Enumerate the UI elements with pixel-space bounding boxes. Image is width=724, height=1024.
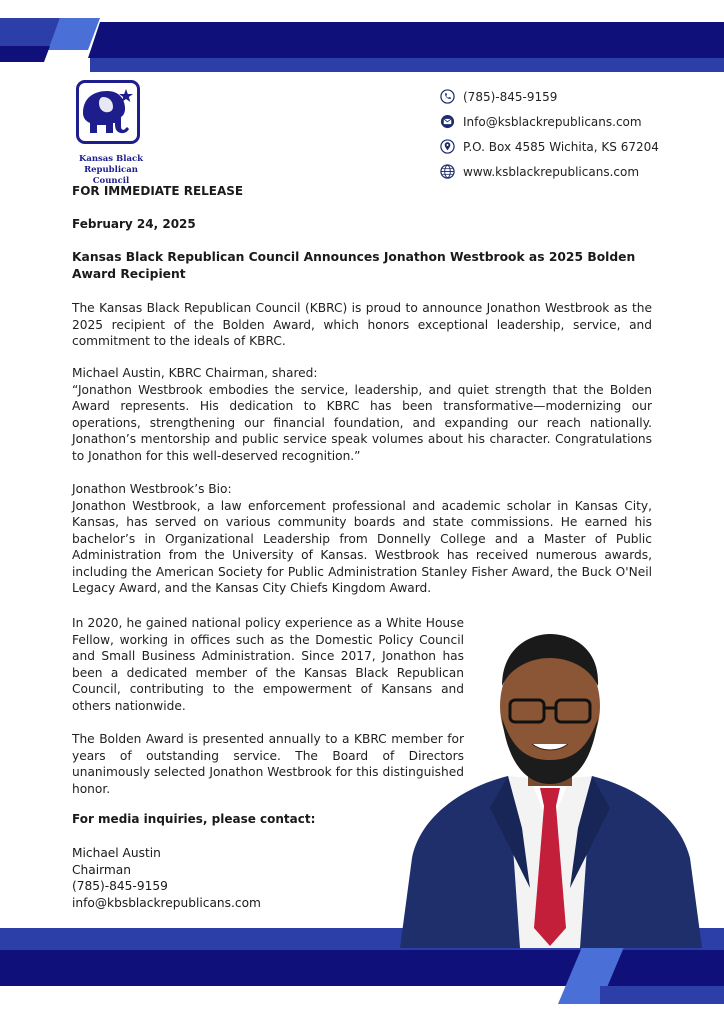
logo-caption	[66, 154, 156, 187]
media-heading: For media inquiries, please contact:	[72, 812, 316, 826]
contact-address-text: P.O. Box 4585 Wichita, KS 67204	[463, 139, 659, 154]
release-label: FOR IMMEDIATE RELEASE	[72, 184, 244, 198]
logo-line-2: Republican Council	[84, 165, 138, 186]
kbrc-logo	[72, 78, 150, 186]
paragraph-award: The Bolden Award is presented annually to a KBRC member for years of outstanding service. The Board of Directors unanimously selected Jonathon Westbrook for this distinguished honor.	[72, 732, 464, 796]
quote-text: “Jonathon Westbrook embodies the service, leadership, and quiet strength that the Bolden Award represents. His dedication to KBRC has been transformative—modernizing our operations, strengthening our financial foundation, and expanding our reach nationally. Jonathon’s mentorship and public service speak volumes about his character. Congratulations to Jonathon for this well-deserved recognition.”	[72, 382, 652, 463]
contact-address	[440, 134, 700, 159]
elephant-star-icon	[79, 83, 137, 141]
phone-icon	[440, 89, 455, 104]
media-contact-phone: (785)-845-9159	[72, 879, 168, 893]
globe-icon	[440, 164, 455, 179]
portrait-photo	[390, 628, 710, 948]
contact-website	[440, 159, 700, 184]
header-banner	[0, 0, 724, 80]
email-icon	[440, 114, 455, 129]
logo-line-1: Kansas Black	[78, 154, 144, 164]
media-contact-email[interactable]: info@kbsblackrepublicans.com	[72, 895, 261, 910]
media-contact-name: Michael Austin	[72, 846, 161, 860]
location-pin-icon	[440, 139, 455, 154]
contact-email-text[interactable]: Info@ksblackrepublicans.com	[463, 114, 642, 129]
bio-text: Jonathon Westbrook, a law enforcement professional and academic scholar in Kansas City, Kansas, has served on various community boards and state commissions. He earned his bachelor’s in Organizational Leadership from Donnelly College and a Master of Public Administration from the University of Kansas. Westbrook has received numerous awards, including the American Society for Public Administration Stanley Fisher Award, the Buck O'Neil Legacy Award, and the Kansas City Chiefs Kingdom Award.	[72, 498, 652, 595]
release-headline: Kansas Black Republican Council Announces Jonathon Westbrook as 2025 Bolden Award Recipient	[72, 250, 636, 281]
contact-website-text[interactable]: www.ksblackrepublicans.com	[463, 164, 640, 179]
release-date: February 24, 2025	[72, 217, 196, 231]
bio-heading: Jonathon Westbrook’s Bio:	[72, 482, 232, 496]
logo-frame	[76, 80, 140, 144]
contact-block	[440, 84, 700, 184]
contact-phone	[440, 84, 700, 109]
paragraph-fellowship: In 2020, he gained national policy experience as a White House Fellow, working in offices such as the Domestic Policy Council and Small Business Administration. Since 2017, Jonathon has been a dedicated member of the Kansas Black Republican Council, contributing to the empowerment of Kansans and others nationwide.	[72, 616, 464, 713]
paragraph-quote-block	[72, 365, 652, 464]
paragraph-bio-block	[72, 481, 652, 597]
paragraph-intro: The Kansas Black Republican Council (KBRC) is proud to announce Jonathon Westbrook as the 2025 recipient of the Bolden Award, which honors exceptional leadership, service, and commitment to the ideals of KBRC.	[72, 301, 652, 348]
media-contact-title: Chairman	[72, 862, 131, 877]
contact-email	[440, 109, 700, 134]
quote-intro: Michael Austin, KBRC Chairman, shared:	[72, 366, 318, 380]
media-contact	[72, 845, 261, 911]
contact-phone-text: (785)-845-9159	[463, 89, 558, 104]
